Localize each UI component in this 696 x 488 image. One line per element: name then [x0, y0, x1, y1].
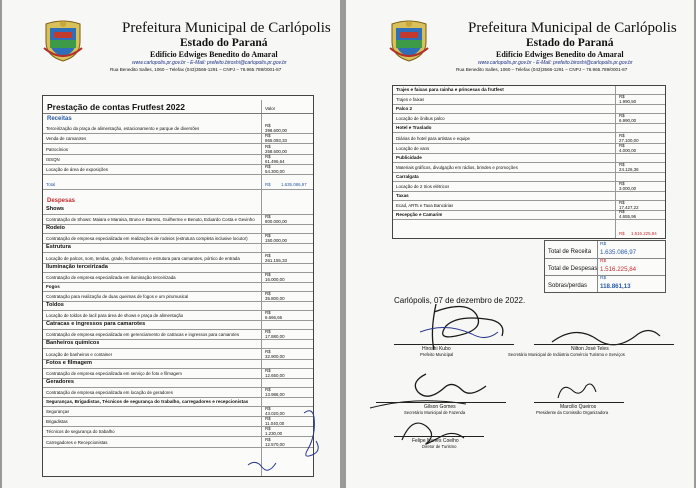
row-description: Contratação de empresa especializada em locação de geradores: [46, 389, 173, 395]
table-row: [393, 182, 665, 192]
row-currency: R$: [265, 416, 271, 422]
despesas-total-row: [393, 226, 665, 238]
total-value: 1.635.086,97: [281, 182, 307, 187]
section-label: Seguranças, Brigadistas, Técnicos de segurança do trabalho, carregadores e recepcionistas: [46, 398, 249, 404]
section-row: [393, 211, 665, 220]
row-value: 3.000,00: [619, 186, 637, 192]
despesas-total-currency: R$: [619, 231, 625, 236]
row-currency: R$: [265, 233, 271, 239]
row-description: ISSQN: [46, 156, 60, 162]
row-value: 17.427,22: [619, 205, 639, 211]
section-label: Recepção e Camarim: [396, 212, 443, 218]
row-currency: R$: [265, 348, 271, 354]
row-currency: R$: [265, 329, 271, 335]
section-label: Fogos: [46, 283, 60, 289]
row-currency: R$: [265, 133, 271, 139]
signer-2-name: Nilton José Teles: [571, 346, 609, 352]
row-description: Venda de camarotes: [46, 136, 87, 142]
header-building-2: Edifício Edwiges Benedito do Amaral: [496, 50, 624, 59]
table-row: [43, 155, 313, 165]
row-description: Carregadores e Recepcionistas: [46, 439, 108, 445]
table-row: [43, 273, 313, 283]
table-row: [43, 144, 313, 154]
row-value: 17.880,00: [265, 334, 285, 340]
section-label: Shows: [46, 206, 65, 212]
row-description: Contratação de empresa especializada em gerenciamento de catracas e ingressos para camarotes: [46, 332, 240, 338]
section-label: Carralgata: [396, 173, 419, 179]
section-label: Toldos: [46, 301, 64, 308]
section-label: Banheiros químicos: [46, 340, 100, 347]
table-row: [43, 134, 313, 144]
receitas-total-row: [43, 178, 313, 190]
section-row: [43, 244, 313, 253]
row-currency: R$: [265, 123, 271, 129]
table-row: [43, 330, 313, 340]
row-description: Terceirização da praça de alimentação, estacionamento e parque de diversões: [46, 126, 200, 132]
table-row: [43, 215, 313, 225]
summary-box: [544, 240, 666, 293]
section-label: Taxas: [396, 193, 409, 199]
summary-sobras-label: Sobras/perdas: [548, 283, 588, 289]
signer-3-name: Gilson Gomes: [424, 404, 456, 410]
table-row: [43, 311, 313, 321]
signer-4-name: Marcilio Queiros: [560, 404, 597, 410]
row-value: 16.000,00: [265, 276, 285, 282]
signer-1-name: Hiroshi Kubo: [422, 346, 451, 352]
table-row: [43, 369, 313, 379]
header-address: Rua Benedito Salles, 1060 – Telefax (043)3566-1291 – CNPJ – 76.965.789/0001-87: [110, 67, 282, 72]
row-description: Patrocínios: [46, 146, 68, 152]
row-value: 11.040,00: [265, 421, 285, 427]
summary-sobras-row: [545, 275, 665, 292]
signer-2-role: Secretário Municipal de Indústria Comércio Turismo e Serviços: [508, 352, 625, 357]
table-row: [43, 165, 313, 175]
table-row: [393, 144, 665, 154]
summary-sobras-currency: R$: [600, 276, 607, 281]
section-label: Palco 2: [396, 106, 413, 112]
row-description: Ecad, ARTs e Taxa Bancárias: [396, 203, 454, 209]
row-value: 35.800,00: [265, 295, 285, 301]
header-state-2: Estado do Paraná: [526, 37, 614, 49]
total-currency: R$: [265, 182, 271, 187]
row-value: 12.570,00: [265, 441, 285, 447]
section-label: Publicidade: [396, 154, 422, 160]
summary-receita-label: Total de Receita: [548, 249, 592, 255]
section-row: [43, 340, 313, 349]
header-title-2: Prefeitura Municipal de Carlópolis: [468, 20, 677, 36]
section-label: Iluminação terceirizada: [46, 263, 108, 270]
accounts-table-continued: [392, 85, 666, 239]
row-description: Contratação de empresa especializada em iluminação terceirizada: [46, 274, 176, 280]
table-row: [43, 124, 313, 134]
table-row: [393, 163, 665, 173]
section-row: [43, 321, 313, 330]
table-title: Prestação de contas Frutfest 2022: [47, 102, 185, 112]
row-value: 865.093,33: [265, 138, 287, 144]
row-value: 800.000,00: [265, 219, 287, 225]
row-description: Contratação para realização de duas queimas de fogos e um pirumusical: [46, 293, 189, 299]
table-row: [43, 253, 313, 263]
row-description: Locação de banheiros e container: [46, 351, 113, 357]
row-value: 4.000,00: [619, 147, 637, 153]
row-value: 24.126,36: [619, 166, 639, 172]
row-value: 150.000,00: [265, 238, 287, 244]
signer-3-role: Secretário Municipal de Fazenda: [404, 410, 466, 415]
row-description: Locação de área de exposições: [46, 166, 109, 172]
row-description: Técnicos de segurança do trabalho: [46, 429, 115, 435]
table-row: [43, 292, 313, 302]
summary-receita-currency: R$: [600, 242, 607, 247]
row-description: Locação de ônibus palco: [396, 116, 445, 122]
row-value: 13.986,00: [265, 391, 285, 397]
row-currency: R$: [265, 153, 271, 159]
row-currency: R$: [265, 310, 271, 316]
section-row: [43, 283, 313, 292]
row-currency: R$: [619, 94, 625, 100]
receitas-rows: [43, 124, 313, 175]
row-value: 54.300,00: [265, 168, 285, 174]
section-label: Hotel e Traslado: [396, 125, 432, 131]
row-value: 398.600,00: [265, 128, 287, 134]
row-currency: R$: [265, 271, 271, 277]
section-label: Rodeio: [46, 225, 65, 232]
municipal-crest-icon: [42, 18, 84, 62]
total-label: Total: [46, 182, 56, 187]
header-building: Edifício Edwiges Benedito do Amaral: [150, 50, 278, 59]
row-currency: R$: [265, 290, 271, 296]
row-description: Seguranças: [46, 409, 70, 415]
row-description: Diárias de hotel para artistas e equipe: [396, 135, 470, 141]
row-currency: R$: [619, 161, 625, 167]
municipal-crest-icon-2: [388, 18, 430, 62]
signer-5-role: Diretor de Turismo: [422, 444, 457, 449]
section-row: [43, 360, 313, 369]
row-value: 61.496,64: [265, 158, 285, 164]
page-2: [346, 0, 694, 488]
summary-receita-value: 1.635.086,97: [600, 249, 637, 256]
row-currency: R$: [265, 252, 271, 258]
despesas-header: Despesas: [47, 198, 76, 204]
signer-4-role: Presidente da Comissão Organizadora: [536, 410, 609, 415]
row-value: 32.900,00: [265, 353, 285, 359]
row-currency: R$: [619, 132, 625, 138]
row-value: 12.650,00: [265, 372, 285, 378]
row-value: 261.155,33: [265, 257, 287, 263]
row-currency: R$: [619, 200, 625, 206]
summary-receita-row: [545, 241, 665, 259]
summary-despesas-currency: R$: [600, 259, 607, 264]
signer-1-role: Prefeito Municipal: [420, 352, 454, 357]
summary-despesas-value: 1.516.225,84: [600, 266, 637, 273]
row-description: Contratação de empresa especializada em serviço de foto e filmagem: [46, 370, 182, 376]
row-currency: R$: [265, 143, 271, 149]
initials-signature-icon: [242, 405, 332, 485]
section-label: Estrutura: [46, 244, 71, 251]
row-value: 27.100,00: [619, 137, 639, 143]
row-currency: R$: [619, 181, 625, 187]
row-description: Locação de vans: [396, 145, 430, 151]
despesas-total-value: 1.516.225,84: [631, 231, 657, 236]
row-value: 1.990,50: [619, 99, 637, 105]
place-date: Carlópolis, 07 de dezembro de 2022.: [394, 296, 526, 305]
header-email[interactable]: www.carlopolis.pr.gov.br - E-Mail: prefeito.biroshi@carlopolis.pr.gov.br: [132, 60, 287, 66]
section-row: [43, 206, 313, 215]
summary-sobras-value: 118.861,13: [600, 283, 631, 290]
row-currency: R$: [265, 163, 271, 169]
section-row: [43, 264, 313, 273]
signer-5-name: Felipe Nunes Coelho: [412, 438, 459, 444]
summary-despesas-row: [545, 258, 665, 276]
row-currency: R$: [265, 367, 271, 373]
table-row: [43, 234, 313, 244]
row-description: Trajes e faixas: [396, 97, 425, 103]
row-value: 4.655,96: [619, 214, 637, 220]
row-currency: R$: [265, 386, 271, 392]
row-currency: R$: [265, 406, 271, 412]
header-address-2: Rua Benedito Salles, 1060 – Telefax (043)3566-1291 – CNPJ – 76.965.789/0001-87: [456, 67, 628, 72]
row-description: Contratação de empresa especializada em realizações de rodeios (estrutura completa inclusive locutor): [46, 236, 248, 242]
row-description: Locação de 2 trios elétricos: [396, 184, 450, 190]
section-label: Catracas e ingressos para camarotes: [46, 321, 146, 328]
row-value: 258.600,00: [265, 148, 287, 154]
continued-rows: [393, 86, 665, 220]
row-description: Contratação de Shows: Maiara e Maraisa, Bruno e Barreto, Guilherme e Benuto, Eduardo Costa e Gevinho: [46, 217, 255, 223]
row-currency: R$: [265, 214, 271, 220]
table-row: [43, 388, 313, 398]
row-currency: R$: [619, 209, 625, 215]
header-title: Prefeitura Municipal de Carlópolis: [122, 20, 331, 36]
section-label: Fotos e filmagem: [46, 359, 93, 366]
section-label: Geradores: [46, 378, 74, 385]
section-row: [43, 225, 313, 234]
row-description: Locação de toldos de lacil para área de shows e praça de alimentação: [46, 313, 184, 319]
row-currency: R$: [265, 426, 271, 432]
row-description: Locação de palcos, som, tendas, grade, fechamento e estrutura para camarotes, pórtico de entrada: [46, 255, 240, 261]
header-state: Estado do Paraná: [180, 37, 268, 49]
table-row: [43, 349, 313, 359]
row-value: 6.990,00: [619, 118, 637, 124]
row-description: Brigadistas: [46, 419, 68, 425]
row-currency: R$: [619, 113, 625, 119]
table-row: [393, 95, 665, 105]
page-1: [2, 0, 340, 488]
header-email-2[interactable]: www.carlopolis.pr.gov.br - E-Mail: prefeito.biroshi@carlopolis.pr.gov.br: [478, 60, 633, 66]
row-value: 6.666,66: [265, 315, 283, 321]
receitas-header: Receitas: [47, 116, 72, 122]
section-row: [43, 379, 313, 388]
section-label: Trajes e faixas para rainha e princesas da frutfest: [396, 87, 504, 92]
summary-despesas-label: Total de Despesas: [548, 266, 598, 272]
row-value: 1.230,00: [265, 431, 283, 437]
valor-header: Valor: [265, 106, 276, 111]
row-description: Materiais gráficos, divulgação em rádios, brindes e promoções: [396, 164, 518, 170]
table-row: [393, 114, 665, 124]
row-value: 43.020,00: [265, 411, 285, 417]
row-currency: R$: [619, 142, 625, 148]
section-row: [43, 302, 313, 311]
row-currency: R$: [265, 436, 271, 442]
